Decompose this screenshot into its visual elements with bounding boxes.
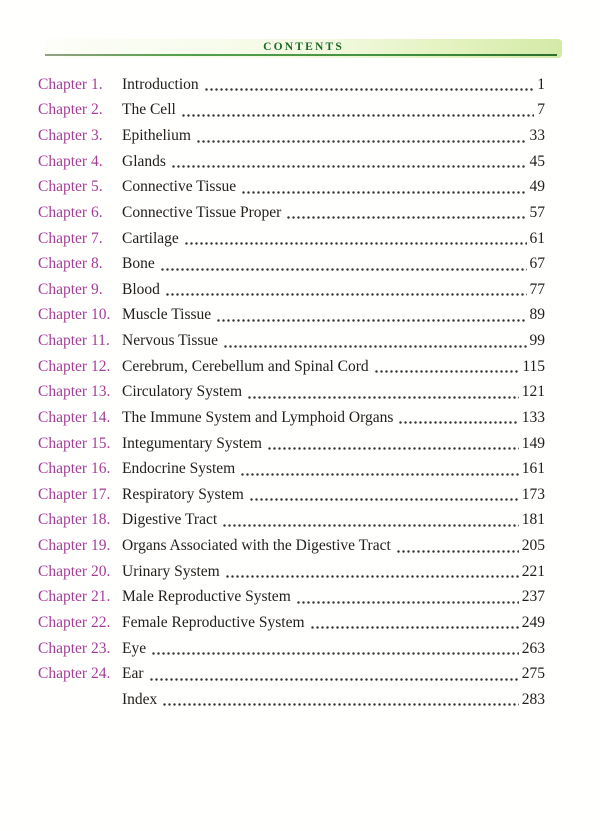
toc-page-number: 181 [521, 511, 545, 529]
toc-page-number: 133 [521, 408, 545, 426]
toc-entry [38, 508, 545, 534]
dot-leader [397, 550, 519, 553]
toc-title: Female Reproductive System [122, 613, 305, 631]
toc-entry [38, 585, 545, 611]
toc-entry [38, 303, 545, 329]
toc-page-number: 149 [521, 434, 545, 452]
toc-page-number: 67 [529, 255, 545, 273]
toc-chapter-label: Chapter 15. [38, 434, 111, 452]
toc-entry [38, 405, 545, 431]
dot-leader [375, 370, 520, 373]
toc-entry [38, 123, 545, 149]
toc-entry [38, 610, 545, 636]
toc-page-number: 205 [521, 537, 545, 555]
toc-chapter-label: Chapter 12. [38, 357, 111, 375]
toc-page-number: 275 [521, 665, 545, 683]
toc-title: Eye [122, 639, 147, 657]
toc-chapter-label: Chapter 10. [38, 306, 111, 324]
toc-entry [38, 559, 545, 585]
toc-page-number: 221 [521, 562, 545, 580]
dot-leader [172, 165, 527, 168]
dot-leader [287, 216, 526, 219]
dot-leader [217, 319, 526, 322]
toc-page-number: 45 [529, 152, 545, 170]
toc-title: Introduction [122, 75, 199, 93]
toc-entry [38, 72, 545, 98]
toc-page-number: 77 [529, 280, 545, 298]
toc-entry [38, 380, 545, 406]
toc-title: Endocrine System [122, 460, 236, 478]
toc-title: Ear [122, 665, 144, 683]
toc-page-number: 33 [529, 127, 545, 145]
toc-title: Connective Tissue [122, 178, 237, 196]
table-of-contents [38, 72, 545, 713]
toc-chapter-label: Chapter 23. [38, 639, 111, 657]
toc-chapter-label: Chapter 4. [38, 152, 103, 170]
toc-chapter-label: Chapter 1. [38, 75, 103, 93]
dot-leader [268, 447, 519, 450]
toc-entry [38, 251, 545, 277]
toc-entry [38, 226, 545, 252]
toc-page-number: 263 [521, 639, 545, 657]
dot-leader [185, 242, 527, 245]
toc-entry [38, 149, 545, 175]
toc-chapter-label: Chapter 18. [38, 511, 111, 529]
toc-title: Urinary System [122, 562, 220, 580]
toc-page-number: 115 [522, 357, 545, 375]
toc-entry [38, 98, 545, 124]
toc-page-number: 237 [521, 588, 545, 606]
toc-chapter-label: Chapter 17. [38, 485, 111, 503]
toc-entry [38, 456, 545, 482]
toc-entry [38, 636, 545, 662]
dot-leader [250, 498, 519, 501]
dot-leader [182, 114, 534, 117]
dot-leader [197, 140, 527, 143]
toc-title: The Cell [122, 101, 176, 119]
toc-title: Digestive Tract [122, 511, 218, 529]
dot-leader [248, 396, 519, 399]
toc-chapter-label: Chapter 13. [38, 383, 111, 401]
toc-title: Connective Tissue Proper [122, 203, 282, 221]
toc-title: Circulatory System [122, 383, 243, 401]
toc-title: Glands [122, 152, 166, 170]
toc-chapter-label: Chapter 24. [38, 665, 111, 683]
toc-title: Male Reproductive System [122, 588, 291, 606]
toc-entry [38, 431, 545, 457]
toc-chapter-label: Chapter 19. [38, 537, 111, 555]
dot-leader [166, 293, 527, 296]
toc-page-number: 1 [537, 75, 545, 93]
toc-entry [38, 200, 545, 226]
toc-title: Nervous Tissue [122, 332, 219, 350]
toc-chapter-label: Chapter 8. [38, 255, 103, 273]
toc-page-number: 283 [521, 690, 545, 708]
dot-leader [205, 88, 535, 91]
toc-page-number: 61 [529, 229, 545, 247]
toc-chapter-label: Chapter 20. [38, 562, 111, 580]
dot-leader [241, 473, 519, 476]
dot-leader [242, 191, 526, 194]
toc-chapter-label: Chapter 14. [38, 408, 111, 426]
toc-title: Blood [122, 280, 160, 298]
toc-entry [38, 661, 545, 687]
toc-title: Bone [122, 255, 155, 273]
toc-entry [38, 533, 545, 559]
dot-leader [311, 626, 519, 629]
toc-page-number: 99 [529, 332, 545, 350]
toc-title: Index [122, 690, 158, 708]
toc-chapter-label: Chapter 11. [38, 332, 110, 350]
toc-title: Cartilage [122, 229, 179, 247]
toc-chapter-label: Chapter 21. [38, 588, 111, 606]
toc-page-number: 161 [521, 460, 545, 478]
toc-chapter-label: Chapter 3. [38, 127, 103, 145]
contents-header-band [45, 39, 562, 58]
dot-leader [161, 268, 527, 271]
toc-entry [38, 328, 545, 354]
toc-entry [38, 175, 545, 201]
toc-page-number: 57 [529, 203, 545, 221]
toc-title: Organs Associated with the Digestive Tract [122, 537, 391, 555]
dot-leader [224, 345, 526, 348]
toc-title: Respiratory System [122, 485, 244, 503]
dot-leader [297, 601, 519, 604]
header-rule [45, 54, 557, 56]
toc-chapter-label: Chapter 5. [38, 178, 103, 196]
toc-entry [38, 687, 545, 713]
toc-entry [38, 277, 545, 303]
toc-page-number: 249 [521, 613, 545, 631]
toc-chapter-label: Chapter 7. [38, 229, 103, 247]
dot-leader [223, 524, 519, 527]
toc-title: The Immune System and Lymphoid Organs [122, 408, 394, 426]
toc-title: Cerebrum, Cerebellum and Spinal Cord [122, 357, 369, 375]
toc-chapter-label: Chapter 6. [38, 203, 103, 221]
dot-leader [163, 703, 518, 706]
toc-page-number: 49 [529, 178, 545, 196]
dot-leader [152, 652, 519, 655]
contents-heading: CONTENTS [263, 41, 344, 53]
toc-title: Epithelium [122, 127, 191, 145]
toc-page-number: 7 [537, 101, 545, 119]
toc-page-number: 89 [529, 306, 545, 324]
toc-page-number: 173 [521, 485, 545, 503]
toc-chapter-label: Chapter 16. [38, 460, 111, 478]
toc-chapter-label: Chapter 22. [38, 613, 111, 631]
toc-entry [38, 354, 545, 380]
toc-entry [38, 482, 545, 508]
dot-leader [399, 421, 518, 424]
dot-leader [150, 678, 519, 681]
dot-leader [226, 575, 519, 578]
toc-title: Integumentary System [122, 434, 262, 452]
toc-chapter-label: Chapter 9. [38, 280, 103, 298]
toc-title: Muscle Tissue [122, 306, 212, 324]
toc-page-number: 121 [521, 383, 545, 401]
toc-chapter-label: Chapter 2. [38, 101, 103, 119]
